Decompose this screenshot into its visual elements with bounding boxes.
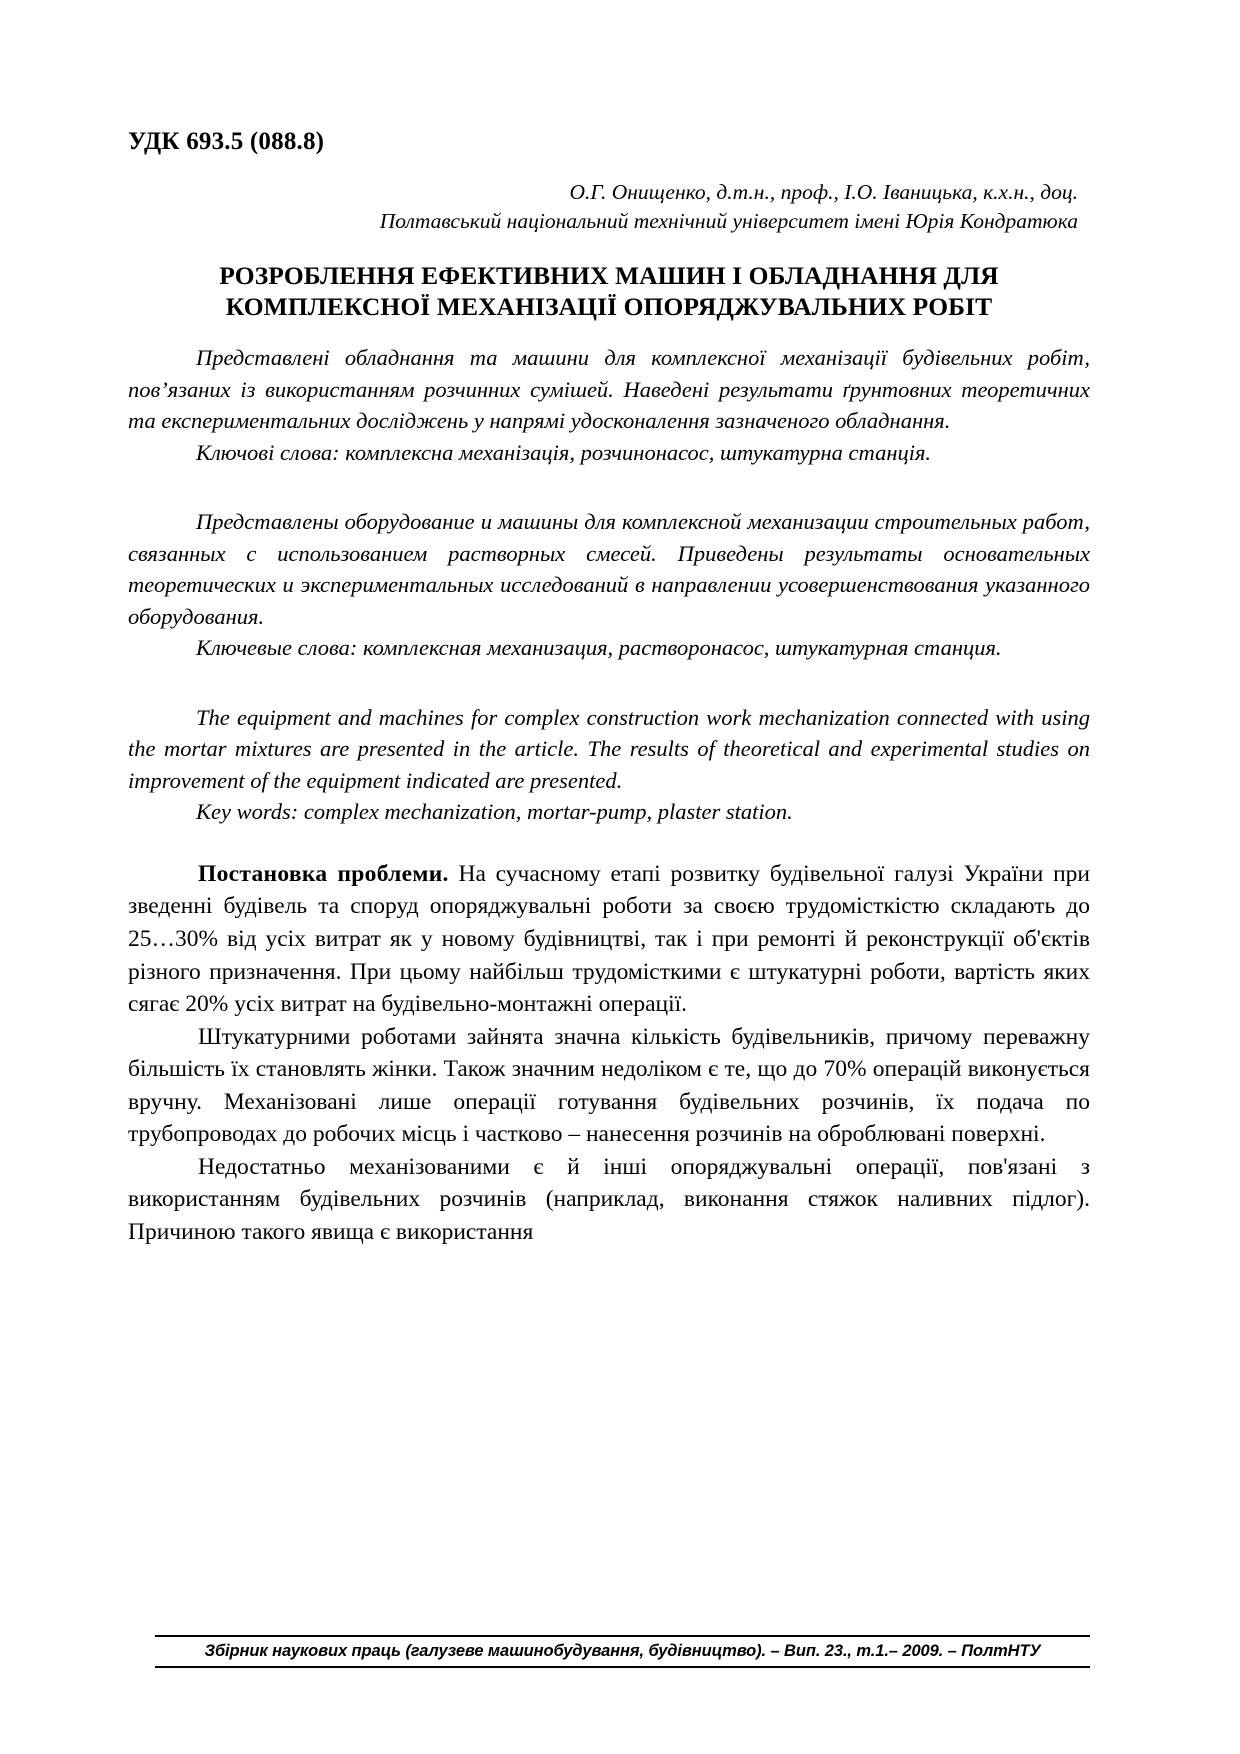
abstract-en-keywords: Key words: complex mechanization, mortar-pump, plaster station. — [196, 799, 793, 825]
abstract-english — [128, 702, 1090, 828]
body-paragraph-1 — [128, 858, 1090, 1021]
body-paragraph-2: Штукатурними роботами зайнята значна кількість будівельників, причому переважну більшість їх становлять жінки. Також значним недоліком є те, що до 70% операцій виконується вручну. Механізовані лише операції готування будівельних розчинів, їх подача по трубопроводах до робочих місць і частково – нанесення розчинів на оброблювані поверхні. — [128, 1023, 1090, 1148]
abstract-ru-keywords: Ключевые слова: комплексная механизация, растворонасос, штукатурная станция. — [196, 635, 1002, 661]
abstract-ukrainian — [128, 342, 1090, 468]
spacer — [128, 828, 1090, 858]
spacer — [128, 664, 1090, 702]
udc-code: УДК 693.5 (088.8) — [128, 128, 325, 155]
abstract-uk-keywords: Ключові слова: комплексна механізація, розчинонасос, штукатурна станція. — [196, 439, 932, 465]
author-line: О.Г. Онищенко, д.т.н., проф., І.О. Іваницька, к.х.н., доц. — [569, 179, 1078, 204]
abstract-russian — [128, 506, 1090, 664]
body-content — [128, 858, 1090, 1249]
title-line-2: КОМПЛЕКСНОЇ МЕХАНІЗАЦІЇ ОПОРЯДЖУВАЛЬНИХ РОБІТ — [225, 291, 993, 321]
affiliation-line: Полтавський національний технічний університет імені Юрія Кондратюка — [379, 208, 1078, 233]
footer-rule-bottom — [155, 1666, 1090, 1668]
body-paragraph-1-text: На сучасному етапі розвитку будівельної галузі України при зведенні будівель та споруд опоряджувальні роботи за своєю трудомісткістю складають до 25…30% від усіх витрат як у новому будівництві, так і при ремонті й реконструкції об'єктів різного призначення. При цьому найбільш трудомісткими є штукатурні роботи, вартість яких сягає 20% усіх витрат на будівельно-монтажні операції. — [128, 860, 1090, 1018]
footer-text: Збірник наукових праць (галузеве машинобудування, будівництво). – Вип. 23., т.1.– 2009. – ПолтНТУ — [204, 1642, 1041, 1660]
title-line-1: РОЗРОБЛЕННЯ ЕФЕКТИВНИХ МАШИН І ОБЛАДНАННЯ ДЛЯ — [219, 261, 999, 291]
body-paragraph-3: Недостатньо механізованими є й інші опоряджувальні операції, пов'язані з використанням будівельних розчинів (наприклад, виконання стяжок наливних підлог). Причиною такого явища є використання — [128, 1153, 1090, 1245]
page-footer — [155, 1635, 1090, 1668]
section-lead-in: Постановка проблеми. — [198, 860, 449, 887]
abstract-en-text: The equipment and machines for complex construction work mechanization connected with using the mortar mixtures are presented in the article. The results of theoretical and experimental studies on improvement of the equipment indicated are presented. — [128, 704, 1090, 793]
abstract-uk-text: Представлені обладнання та машини для комплексної механізації будівельних робіт, пов’язаних із використанням розчинних сумішей. Наведені результати ґрунтовних теоретичних та експериментальних досліджень у напрямі удосконалення зазначеного обладнання. — [128, 345, 1090, 434]
page-title — [128, 261, 1090, 322]
spacer — [128, 468, 1090, 506]
abstract-ru-text: Представлены оборудование и машины для комплексной механизации строительных работ, связанных с использованием растворных смесей. Приведены результаты основательных теоретических и экспериментальных исследований в направлении усовершенствования указанного оборудования. — [128, 509, 1090, 629]
